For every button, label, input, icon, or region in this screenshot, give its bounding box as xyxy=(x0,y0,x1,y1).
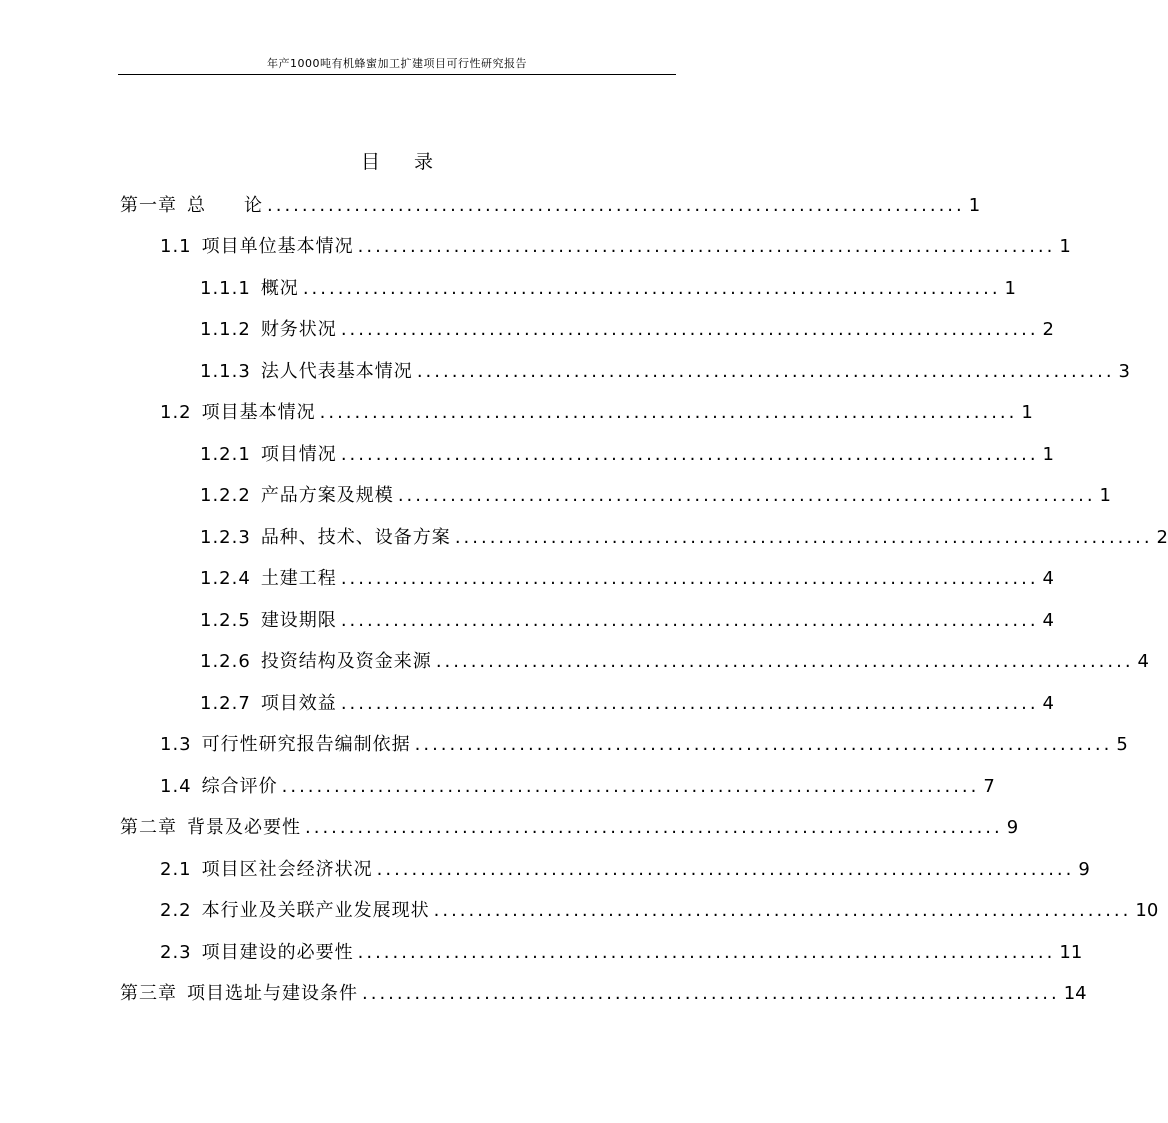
toc-entry[interactable] xyxy=(200,439,1054,467)
dot-leader: ................................................................................ xyxy=(305,817,1003,838)
dot-leader: ................................................................................ xyxy=(340,568,1039,589)
entry-number: 第三章 xyxy=(120,983,177,1004)
entry-number: 1.1.2 xyxy=(200,319,251,340)
toc-entry[interactable] xyxy=(160,397,1033,425)
entry-text: 综合评价 xyxy=(201,776,278,797)
dot-leader: ................................................................................ xyxy=(454,527,1153,548)
toc-entry[interactable] xyxy=(200,480,1111,508)
page-number: 2 xyxy=(1042,319,1054,340)
toc-entry[interactable] xyxy=(200,273,1016,301)
toc-title-part1: 目 xyxy=(360,151,380,173)
toc-entry[interactable] xyxy=(200,563,1054,591)
toc-entry[interactable] xyxy=(160,937,1083,965)
toc-entry[interactable] xyxy=(160,854,1090,882)
toc-entry[interactable] xyxy=(200,646,1149,674)
entry-text: 建设期限 xyxy=(260,610,337,631)
page-number: 1 xyxy=(1021,402,1033,423)
dot-leader: ................................................................................ xyxy=(435,651,1134,672)
toc-entry[interactable] xyxy=(200,605,1054,633)
entry-number: 1.2.2 xyxy=(200,485,251,506)
entry-text: 项目情况 xyxy=(260,444,337,465)
page-number: 7 xyxy=(983,776,995,797)
entry-number: 1.2.5 xyxy=(200,610,251,631)
entry-number: 1.1.1 xyxy=(200,278,251,299)
dot-leader: ................................................................................ xyxy=(340,319,1039,340)
toc-title xyxy=(118,150,676,174)
toc-entry[interactable] xyxy=(120,812,1019,840)
entry-text: 投资结构及资金来源 xyxy=(260,651,432,672)
entry-number: 1.1.3 xyxy=(200,361,251,382)
page-number: 11 xyxy=(1059,942,1083,963)
dot-leader: ................................................................................ xyxy=(340,610,1039,631)
entry-number: 1.2 xyxy=(160,402,192,423)
page-number: 5 xyxy=(1116,734,1128,755)
header-title: 年产1000吨有机蜂蜜加工扩建项目可行性研究报告 xyxy=(267,57,527,70)
page-number: 2 xyxy=(1156,527,1168,548)
toc-entry[interactable] xyxy=(200,356,1130,384)
entry-text: 品种、技术、设备方案 xyxy=(260,527,451,548)
entry-text: 背景及必要性 xyxy=(187,817,301,838)
entry-text: 项目选址与建设条件 xyxy=(187,983,358,1004)
dot-leader: ................................................................................ xyxy=(340,693,1039,714)
entry-number: 2.3 xyxy=(160,942,192,963)
page-number: 1 xyxy=(1042,444,1054,465)
entry-text: 总 论 xyxy=(187,195,263,216)
page-number: 4 xyxy=(1137,651,1149,672)
entry-text: 项目区社会经济状况 xyxy=(201,859,373,880)
page-number: 9 xyxy=(1006,817,1019,838)
toc-entry[interactable] xyxy=(200,688,1054,716)
entry-number: 1.2.7 xyxy=(200,693,251,714)
toc-entry[interactable] xyxy=(160,231,1071,259)
entry-number: 2.2 xyxy=(160,900,192,921)
page-number: 10 xyxy=(1135,900,1159,921)
dot-leader: ................................................................................ xyxy=(302,278,1001,299)
toc-entry[interactable] xyxy=(160,895,1159,923)
entry-text: 可行性研究报告编制依据 xyxy=(201,734,411,755)
page-number: 4 xyxy=(1042,568,1054,589)
dot-leader: ................................................................................ xyxy=(397,485,1096,506)
page-header xyxy=(118,56,676,75)
entry-text: 项目效益 xyxy=(260,693,337,714)
dot-leader: ................................................................................ xyxy=(414,734,1113,755)
dot-leader: ................................................................................ xyxy=(340,444,1039,465)
page-number: 4 xyxy=(1042,610,1054,631)
entry-text: 项目单位基本情况 xyxy=(201,236,354,257)
toc-entry[interactable] xyxy=(200,522,1168,550)
entry-number: 1.2.4 xyxy=(200,568,251,589)
entry-text: 概况 xyxy=(260,278,299,299)
dot-leader: ................................................................................ xyxy=(357,942,1056,963)
toc-entry[interactable] xyxy=(120,190,981,218)
entry-number: 2.1 xyxy=(160,859,192,880)
page-number: 3 xyxy=(1118,361,1130,382)
dot-leader: ................................................................................ xyxy=(433,900,1132,921)
toc-entry[interactable] xyxy=(160,771,995,799)
entry-number: 1.2.3 xyxy=(200,527,251,548)
entry-text: 财务状况 xyxy=(260,319,337,340)
dot-leader: ................................................................................ xyxy=(362,983,1060,1004)
toc-entry[interactable] xyxy=(160,729,1128,757)
entry-number: 1.3 xyxy=(160,734,192,755)
entry-number: 第二章 xyxy=(120,817,177,838)
toc-title-part2: 录 xyxy=(414,151,434,173)
dot-leader: ................................................................................ xyxy=(416,361,1115,382)
entry-text: 土建工程 xyxy=(260,568,337,589)
page-number: 14 xyxy=(1063,983,1087,1004)
page-number: 1 xyxy=(1004,278,1016,299)
page-number: 4 xyxy=(1042,693,1054,714)
entry-number: 1.2.1 xyxy=(200,444,251,465)
entry-text: 产品方案及规模 xyxy=(260,485,394,506)
entry-number: 1.1 xyxy=(160,236,192,257)
page-number: 1 xyxy=(1099,485,1111,506)
dot-leader: ................................................................................ xyxy=(281,776,980,797)
entry-text: 本行业及关联产业发展现状 xyxy=(201,900,430,921)
entry-text: 法人代表基本情况 xyxy=(260,361,413,382)
toc-entry[interactable] xyxy=(120,978,1087,1006)
entry-number: 1.2.6 xyxy=(200,651,251,672)
entry-text: 项目建设的必要性 xyxy=(201,942,354,963)
toc-entry[interactable] xyxy=(200,314,1054,342)
page-number: 1 xyxy=(968,195,981,216)
dot-leader: ................................................................................ xyxy=(267,195,965,216)
dot-leader: ................................................................................ xyxy=(357,236,1056,257)
entry-number: 第一章 xyxy=(120,195,177,216)
entry-number: 1.4 xyxy=(160,776,192,797)
page-number: 1 xyxy=(1059,236,1071,257)
entry-text: 项目基本情况 xyxy=(201,402,316,423)
dot-leader: ................................................................................ xyxy=(319,402,1018,423)
dot-leader: ................................................................................ xyxy=(376,859,1075,880)
page-number: 9 xyxy=(1078,859,1090,880)
